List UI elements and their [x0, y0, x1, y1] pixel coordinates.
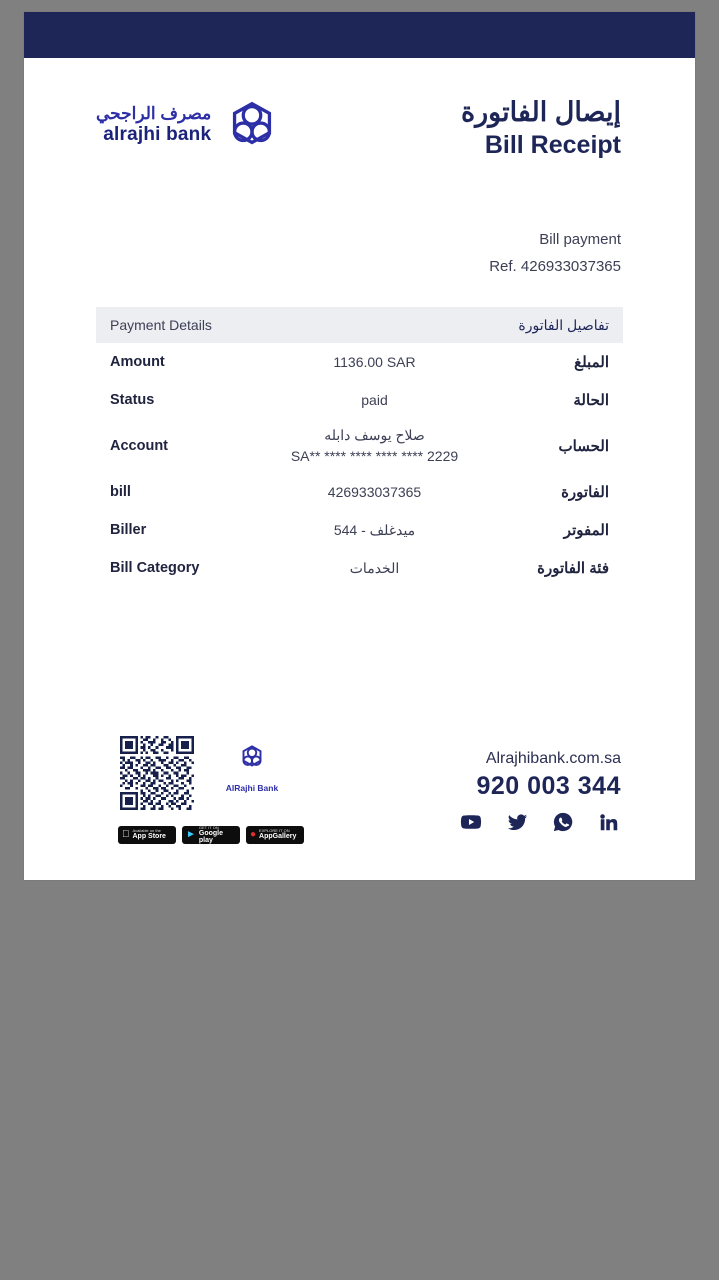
row-label-en: bill [110, 484, 131, 500]
table-row [96, 511, 623, 549]
table-row [96, 419, 623, 473]
row-label-en: Amount [110, 354, 165, 370]
bank-name-ar: مصرف الراجحي [96, 104, 212, 124]
row-label-ar: فئة الفاتورة [537, 560, 609, 577]
row-value: paid [361, 391, 388, 408]
payment-details-table [96, 307, 623, 587]
row-label-en: Account [110, 438, 168, 454]
receipt-body [24, 58, 695, 880]
reference-block [489, 226, 621, 280]
app-store-badge[interactable] [118, 826, 176, 844]
top-bar [24, 12, 695, 58]
bank-logo [96, 94, 283, 156]
twitter-icon[interactable] [505, 810, 529, 834]
table-row [96, 381, 623, 419]
alrajhi-trefoil-icon [221, 94, 283, 156]
play-icon: ► [186, 829, 196, 840]
row-value: 544 - ميدغلف [333, 521, 416, 538]
youtube-icon[interactable] [459, 810, 483, 834]
row-label-ar: المبلغ [574, 354, 609, 371]
receipt-card [24, 12, 695, 880]
badge-line2: App Store [125, 833, 159, 841]
receipt-header [24, 58, 695, 198]
row-value [260, 425, 489, 467]
bank-logo-text [96, 104, 211, 145]
account-holder-name: صلاح يوسف دابله [324, 427, 425, 443]
payment-details-header-en: Payment Details [110, 317, 212, 333]
social-links [459, 810, 621, 834]
app-mark [220, 740, 284, 793]
alrajhi-trefoil-icon [235, 740, 269, 774]
receipt-title-en: Bill Receipt [484, 130, 621, 159]
payment-details-header [96, 307, 623, 343]
row-value: 1136.00 SAR [333, 353, 416, 370]
website-link[interactable]: Alrajhibank.com.sa [485, 750, 621, 767]
account-number-masked: SA** **** **** **** **** 2229 [290, 448, 459, 464]
app-name: AlRajhi Bank [225, 783, 279, 793]
bank-name-en: alrajhi bank [103, 123, 212, 145]
badge-line2: AppGallery [259, 833, 297, 841]
whatsapp-icon[interactable] [551, 810, 575, 834]
appgallery-badge[interactable] [246, 826, 304, 844]
row-label-ar: الحالة [573, 392, 609, 409]
row-label-ar: الفاتورة [561, 484, 609, 501]
store-badges [118, 826, 304, 844]
badge-line1: GET IT ON [198, 824, 219, 830]
row-label-en: Status [110, 392, 155, 408]
apple-icon [122, 830, 130, 840]
phone-number[interactable]: 920 003 344 [476, 772, 621, 800]
badge-line2: Google play [198, 829, 224, 845]
linkedin-icon[interactable] [597, 810, 621, 834]
contact-block [476, 750, 621, 801]
qr-code-icon [120, 736, 194, 810]
row-label-ar: المفوتر [563, 522, 609, 539]
badge-line1: Available on the [125, 828, 154, 834]
row-value: الخدمات [349, 559, 400, 576]
receipt-footer [24, 658, 695, 845]
payment-type: Bill payment [539, 231, 621, 248]
table-row [96, 473, 623, 511]
reference-number: Ref. 426933037365 [489, 258, 621, 275]
google-play-badge[interactable] [182, 826, 240, 844]
appgallery-icon: ● [250, 829, 257, 840]
row-label-en: Bill Category [110, 560, 200, 576]
row-label-ar: الحساب [558, 438, 609, 455]
table-row [96, 549, 623, 587]
payment-details-header-ar: تفاصيل الفاتورة [518, 316, 609, 333]
receipt-title [461, 96, 621, 161]
row-label-en: Biller [110, 522, 147, 538]
row-value: 426933037365 [327, 483, 422, 500]
badge-line1: EXPLORE IT ON [259, 828, 290, 834]
table-row [96, 343, 623, 381]
receipt-title-ar: إيصال الفاتورة [460, 97, 621, 127]
